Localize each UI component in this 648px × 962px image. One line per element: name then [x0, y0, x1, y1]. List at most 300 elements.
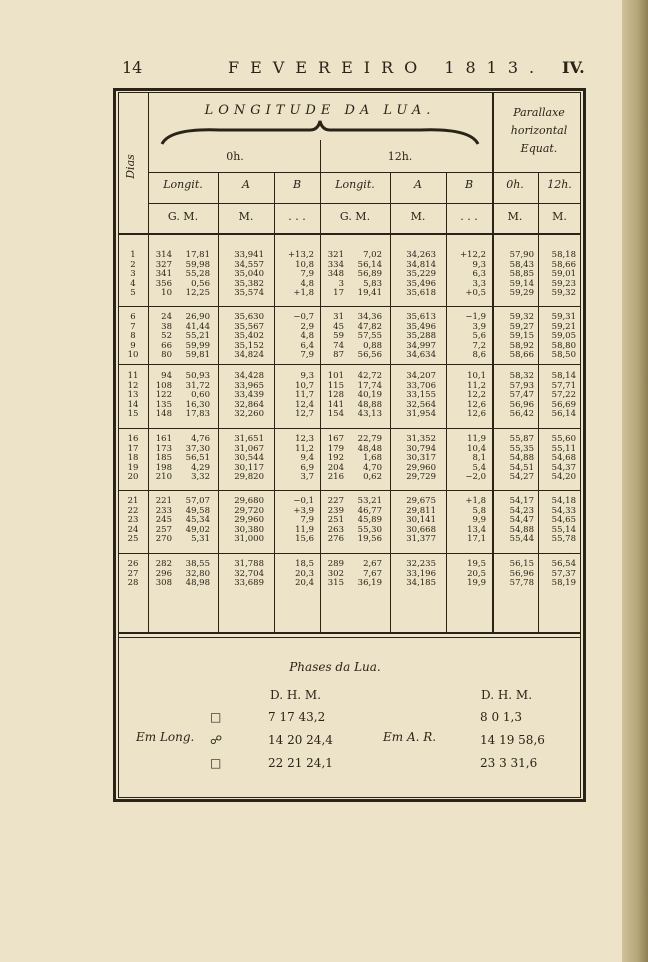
table-cell: 11,2: [295, 443, 314, 454]
table-cell: 32,80: [185, 568, 210, 579]
unit-header: M.: [238, 210, 254, 223]
table-cell: 55,30: [357, 524, 382, 535]
table-cell: 29,720: [234, 505, 264, 516]
table-cell: 18,5: [295, 559, 314, 569]
table-cell: 94: [161, 371, 172, 381]
table-cell: 59,23: [551, 278, 576, 289]
table-cell: 19,41: [357, 288, 382, 299]
table-cell: 56,14: [357, 259, 382, 270]
table-cell: 12,2: [467, 390, 486, 401]
table-cell: 12,6: [467, 399, 486, 410]
unit-header: M.: [552, 210, 567, 223]
parallax-line: Parallaxe: [513, 106, 565, 119]
day-cell: 21: [127, 496, 139, 506]
page-edge: [622, 0, 648, 962]
table-cell: 7,9: [300, 269, 314, 280]
table-cell: 4,8: [300, 278, 314, 289]
table-cell: 296: [155, 568, 172, 579]
rule-col: [274, 172, 275, 632]
table-cell: +0,5: [465, 288, 486, 299]
table-cell: 54,23: [509, 505, 534, 516]
table-cell: 5,6: [472, 331, 486, 342]
table-cell: 251: [327, 515, 344, 526]
table-cell: 4,8: [300, 331, 314, 342]
column-header: 12h.: [547, 178, 572, 191]
day-cell: 7: [130, 321, 136, 332]
table-cell: 54,17: [509, 496, 534, 506]
table-cell: 34,557: [234, 259, 264, 270]
parallax-line: horizontal: [510, 124, 568, 137]
table-cell: 57,22: [551, 390, 576, 401]
column-header: A: [414, 178, 422, 191]
rule-body-top: [118, 233, 581, 235]
unit-header: . . .: [288, 210, 306, 223]
table-cell: 58,18: [551, 250, 576, 260]
day-cell: 10: [127, 350, 139, 361]
table-cell: 282: [155, 559, 172, 569]
unit-header: G. M.: [339, 210, 371, 223]
column-header: Longit.: [163, 178, 203, 191]
table-cell: 29,960: [234, 515, 264, 526]
table-cell: 57,47: [509, 390, 534, 401]
dias-header: [118, 150, 148, 190]
table-cell: 57,93: [509, 380, 534, 391]
table-cell: 45,34: [185, 515, 210, 526]
table-cell: 33,439: [234, 390, 264, 401]
table-cell: 257: [155, 524, 172, 535]
table-cell: 239: [327, 505, 344, 516]
table-cell: 31,377: [406, 534, 436, 545]
column-header: Longit.: [335, 178, 375, 191]
table-cell: 35,382: [234, 278, 264, 289]
table-cell: 59,29: [509, 288, 534, 299]
table-cell: 55,87: [509, 434, 534, 444]
table-cell: 245: [155, 515, 172, 526]
table-cell: 227: [327, 496, 344, 506]
table-cell: 58,43: [509, 259, 534, 270]
table-cell: 10,8: [295, 259, 314, 270]
table-cell: 11,7: [295, 390, 314, 401]
table-cell: 59,32: [509, 312, 534, 322]
table-cell: 54,47: [509, 515, 534, 526]
column-header: A: [242, 178, 250, 191]
table-cell: 31,954: [406, 409, 436, 420]
table-cell: 57,90: [509, 250, 534, 260]
table-cell: 341: [155, 269, 172, 280]
table-cell: 54,20: [551, 472, 576, 483]
table-cell: 327: [155, 259, 172, 270]
table-cell: 34,428: [234, 371, 264, 381]
table-cell: 35,288: [406, 331, 436, 342]
table-cell: 128: [327, 390, 344, 401]
table-cell: 40,19: [357, 390, 382, 401]
table-cell: 54,18: [551, 496, 576, 506]
table-cell: 55,28: [185, 269, 210, 280]
table-cell: 59,98: [185, 259, 210, 270]
table-cell: 56,96: [509, 399, 534, 410]
table-cell: 198: [155, 462, 172, 473]
table-cell: 2,9: [300, 321, 314, 332]
column-header: B: [292, 178, 302, 191]
table-cell: +13,2: [287, 250, 314, 260]
day-cell: 11: [127, 371, 139, 381]
rule-group: [118, 428, 581, 429]
table-cell: 20,3: [295, 568, 314, 579]
dhm-header-left: D. H. M.: [270, 688, 322, 702]
day-cell: 28: [127, 578, 139, 589]
table-cell: 57,37: [551, 568, 576, 579]
table-cell: 54,88: [509, 453, 534, 464]
table-cell: 17,83: [185, 409, 210, 420]
day-cell: 3: [130, 269, 136, 280]
table-cell: 17,81: [185, 250, 210, 260]
table-cell: 56,89: [357, 269, 382, 280]
day-cell: 9: [130, 340, 136, 351]
table-cell: 59: [333, 331, 344, 342]
rule-col: [390, 172, 391, 632]
table-cell: 29,960: [406, 462, 436, 473]
table-cell: 1,68: [363, 453, 382, 464]
table-cell: 348: [327, 269, 344, 280]
table-cell: 33,196: [406, 568, 436, 579]
table-cell: 5,8: [472, 505, 486, 516]
table-cell: 59,31: [551, 312, 576, 322]
table-cell: 7,9: [300, 350, 314, 361]
table-cell: 216: [327, 472, 344, 483]
table-cell: 7,67: [363, 568, 382, 579]
table-cell: 4,76: [191, 434, 210, 444]
table-cell: 17,1: [467, 534, 486, 545]
table-cell: 33,941: [234, 250, 264, 260]
table-cell: 35,567: [234, 321, 264, 332]
table-cell: 20,5: [467, 568, 486, 579]
table-cell: 210: [155, 472, 172, 483]
table-cell: 55,78: [551, 534, 576, 545]
table-cell: 321: [327, 250, 344, 260]
table-cell: 32,864: [234, 399, 264, 410]
table-cell: 55,14: [551, 524, 576, 535]
opposition-icon: ☍: [210, 733, 223, 747]
dias-label: Dias: [123, 154, 137, 179]
table-cell: +3,9: [293, 505, 314, 516]
table-cell: 74: [333, 340, 344, 351]
table-cell: 10,7: [295, 380, 314, 391]
table-cell: 52: [161, 331, 172, 342]
table-cell: 31,651: [234, 434, 264, 444]
table-cell: 0,56: [191, 278, 210, 289]
table-cell: 204: [327, 462, 344, 473]
table-cell: 33,155: [406, 390, 436, 401]
table-cell: 108: [155, 380, 172, 391]
table-cell: 30,117: [234, 462, 264, 473]
table-cell: 35,630: [234, 312, 264, 322]
table-cell: 0,60: [191, 390, 210, 401]
table-cell: 34,207: [406, 371, 436, 381]
rule-parallax: [492, 92, 494, 632]
table-cell: 11,2: [467, 380, 486, 391]
table-cell: 58,19: [551, 578, 576, 589]
parallax-line: Equat.: [520, 142, 558, 155]
table-cell: 35,040: [234, 269, 264, 280]
table-cell: 22,79: [357, 434, 382, 444]
table-cell: −2,0: [465, 472, 486, 483]
table-cell: 101: [327, 371, 344, 381]
day-cell: 27: [127, 568, 139, 579]
table-cell: 3,9: [472, 321, 486, 332]
table-cell: 31,72: [185, 380, 210, 391]
phase-ar-value: 23 3 31,6: [480, 756, 538, 770]
table-cell: 47,82: [357, 321, 382, 332]
day-cell: 14: [127, 399, 139, 410]
section-roman-numeral: IV.: [562, 58, 585, 77]
table-cell: 31,788: [234, 559, 264, 569]
table-cell: 35,402: [234, 331, 264, 342]
day-cell: 24: [127, 524, 139, 535]
dhm-header-right: D. H. M.: [481, 688, 533, 702]
table-cell: 9,4: [300, 453, 314, 464]
table-cell: 55,21: [185, 331, 210, 342]
table-cell: 58,92: [509, 340, 534, 351]
table-cell: 8,6: [472, 350, 486, 361]
table-cell: 17: [333, 288, 344, 299]
parallax-header: [495, 104, 583, 158]
table-cell: 32,564: [406, 399, 436, 410]
table-cell: 54,65: [551, 515, 576, 526]
table-cell: 7,9: [300, 515, 314, 526]
rule-table-bottom: [118, 632, 581, 634]
table-cell: 30,380: [234, 524, 264, 535]
rule-group: [118, 490, 581, 491]
day-cell: 20: [127, 472, 139, 483]
unit-header: M.: [507, 210, 523, 223]
table-cell: 19,5: [467, 559, 486, 569]
table-cell: 154: [327, 409, 344, 420]
phase-ar-value: 14 19 58,6: [480, 733, 545, 747]
brace-ornament: [160, 118, 480, 148]
unit-header: . . .: [460, 210, 478, 223]
table-cell: 35,574: [234, 288, 264, 299]
table-cell: 59,32: [551, 288, 576, 299]
table-cell: 115: [327, 380, 344, 391]
table-cell: 80: [161, 350, 172, 361]
day-cell: 16: [127, 434, 139, 444]
table-cell: 148: [155, 409, 172, 420]
table-cell: 302: [327, 568, 344, 579]
table-cell: 55,35: [509, 443, 534, 454]
table-cell: 54,33: [551, 505, 576, 516]
table-cell: 3,3: [472, 278, 486, 289]
table-cell: 38: [161, 321, 172, 332]
table-cell: 4,70: [363, 462, 382, 473]
table-cell: 56,15: [509, 559, 534, 569]
table-cell: 29,820: [234, 472, 264, 483]
table-cell: 56,96: [509, 568, 534, 579]
table-cell: 4,29: [191, 462, 210, 473]
table-cell: 48,98: [185, 578, 210, 589]
running-title: FEVEREIRO 1813.: [228, 58, 546, 77]
table-cell: 16,30: [185, 399, 210, 410]
table-cell: +12,2: [459, 250, 486, 260]
table-cell: 49,02: [185, 524, 210, 535]
phase-long-value: 14 20 24,4: [268, 733, 333, 747]
table-cell: 58,66: [551, 259, 576, 270]
table-cell: 29,675: [406, 496, 436, 506]
table-cell: 356: [155, 278, 172, 289]
unit-header: G. M.: [167, 210, 199, 223]
table-cell: 3,32: [191, 472, 210, 483]
table-cell: 59,01: [551, 269, 576, 280]
day-cell: 17: [127, 443, 139, 454]
table-cell: 12,3: [295, 434, 314, 444]
table-cell: 35,496: [406, 278, 436, 289]
table-cell: 276: [327, 534, 344, 545]
table-cell: 122: [155, 390, 172, 401]
table-cell: 57,55: [357, 331, 382, 342]
table-cell: 53,21: [357, 496, 382, 506]
day-cell: 8: [130, 331, 136, 342]
page-number: 14: [122, 58, 143, 77]
table-cell: 66: [161, 340, 172, 351]
quadrature-icon: □: [210, 756, 222, 770]
table-cell: 9,9: [472, 515, 486, 526]
table-cell: 2,67: [363, 559, 382, 569]
table-cell: 24: [161, 312, 172, 322]
day-cell: 12: [127, 380, 139, 391]
table-cell: +1,8: [293, 288, 314, 299]
table-cell: 59,99: [185, 340, 210, 351]
table-cell: 10: [161, 288, 172, 299]
table-cell: 8,1: [472, 453, 486, 464]
table-cell: 19,56: [357, 534, 382, 545]
table-cell: −1,9: [465, 312, 486, 322]
table-cell: 55,11: [551, 443, 576, 454]
table-cell: 48,48: [357, 443, 382, 454]
day-cell: 25: [127, 534, 139, 545]
day-cell: 22: [127, 505, 139, 516]
table-cell: 59,27: [509, 321, 534, 332]
table-cell: 32,260: [234, 409, 264, 420]
table-cell: 59,14: [509, 278, 534, 289]
table-cell: 59,15: [509, 331, 534, 342]
table-cell: 7,2: [472, 340, 486, 351]
rule-colhead-top: [148, 172, 581, 173]
table-cell: 9,3: [472, 259, 486, 270]
table-cell: 30,141: [406, 515, 436, 526]
table-cell: 32,235: [406, 559, 436, 569]
table-cell: 55,60: [551, 434, 576, 444]
table-cell: 58,85: [509, 269, 534, 280]
day-cell: 26: [127, 559, 139, 569]
table-cell: 46,77: [357, 505, 382, 516]
table-cell: 34,185: [406, 578, 436, 589]
table-cell: 55,44: [509, 534, 534, 545]
table-cell: 9,3: [300, 371, 314, 381]
table-cell: 30,317: [406, 453, 436, 464]
table-cell: 59,05: [551, 331, 576, 342]
table-cell: 29,680: [234, 496, 264, 506]
table-cell: 3,7: [300, 472, 314, 483]
table-cell: 34,634: [406, 350, 436, 361]
table-cell: 0,62: [363, 472, 382, 483]
hour-0-header: 0h.: [226, 150, 244, 163]
rule-unit-top: [148, 203, 581, 204]
table-cell: 56,51: [185, 453, 210, 464]
day-cell: 15: [127, 409, 139, 420]
table-cell: 0,88: [363, 340, 382, 351]
table-cell: 30,544: [234, 453, 264, 464]
table-cell: 12,6: [467, 409, 486, 420]
phase-long-value: 22 21 24,1: [268, 756, 333, 770]
table-cell: 31: [333, 312, 344, 322]
table-cell: 12,4: [295, 399, 314, 410]
rule-col: [446, 172, 447, 632]
table-cell: 29,729: [406, 472, 436, 483]
table-cell: 35,229: [406, 269, 436, 280]
column-header: B: [464, 178, 474, 191]
table-cell: 161: [155, 434, 172, 444]
table-cell: 33,706: [406, 380, 436, 391]
table-cell: 37,30: [185, 443, 210, 454]
table-cell: 35,152: [234, 340, 264, 351]
table-cell: 12,7: [295, 409, 314, 420]
table-cell: 43,13: [357, 409, 382, 420]
day-cell: 5: [130, 288, 136, 299]
table-cell: 141: [327, 399, 344, 410]
day-cell: 23: [127, 515, 139, 526]
table-cell: 31,067: [234, 443, 264, 454]
table-cell: 192: [327, 453, 344, 464]
table-cell: 56,14: [551, 409, 576, 420]
table-cell: 54,27: [509, 472, 534, 483]
label-em-ar: Em A. R.: [383, 730, 437, 744]
table-cell: 26,90: [185, 312, 210, 322]
table-cell: 10,1: [467, 371, 486, 381]
column-header: 0h.: [506, 178, 524, 191]
table-cell: 41,44: [185, 321, 210, 332]
table-cell: 58,32: [509, 371, 534, 381]
table-cell: 3: [338, 278, 344, 289]
table-cell: 48,88: [357, 399, 382, 410]
table-cell: 315: [327, 578, 344, 589]
table-cell: 56,56: [357, 350, 382, 361]
table-cell: 56,54: [551, 559, 576, 569]
table-cell: 57,07: [185, 496, 210, 506]
table-cell: 45: [333, 321, 344, 332]
table-cell: 50,93: [185, 371, 210, 381]
table-cell: 54,88: [509, 524, 534, 535]
table-cell: 7,02: [363, 250, 382, 260]
table-cell: 173: [155, 443, 172, 454]
table-cell: 38,55: [185, 559, 210, 569]
table-cell: 57,78: [509, 578, 534, 589]
table-cell: 58,66: [509, 350, 534, 361]
table-cell: 15,6: [295, 534, 314, 545]
rule-col: [218, 172, 219, 632]
table-cell: 5,4: [472, 462, 486, 473]
table-cell: 34,997: [406, 340, 436, 351]
table-cell: 33,689: [234, 578, 264, 589]
rule-col: [538, 172, 539, 632]
table-cell: 56,69: [551, 399, 576, 410]
day-cell: 4: [130, 278, 136, 289]
day-cell: 13: [127, 390, 139, 401]
day-cell: 1: [130, 250, 136, 260]
phase-long-value: 7 17 43,2: [268, 710, 326, 724]
table-cell: 11,9: [467, 434, 486, 444]
table-cell: 221: [155, 496, 172, 506]
table-cell: 30,668: [406, 524, 436, 535]
table-cell: 59,21: [551, 321, 576, 332]
